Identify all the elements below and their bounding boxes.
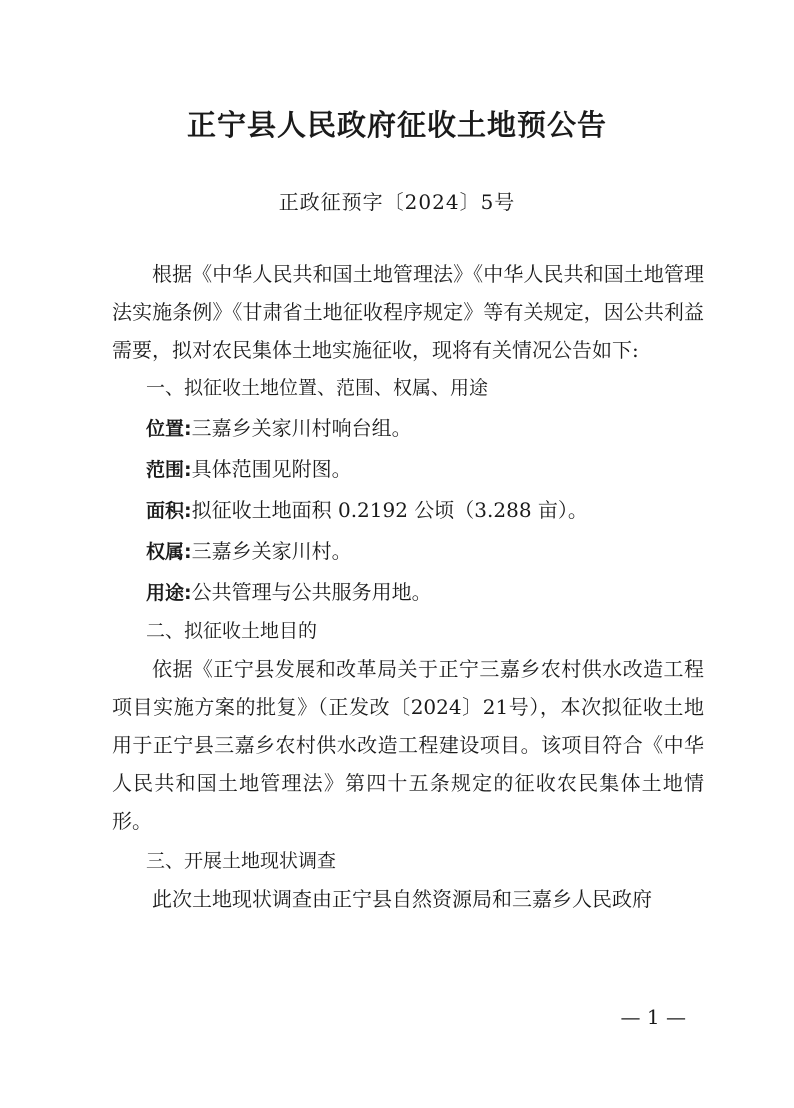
field-value: 三嘉乡关家川村。 [191, 539, 352, 563]
field-value: 三嘉乡关家川村响台组。 [191, 416, 412, 440]
field-label: 位置: [146, 418, 192, 440]
section3-paragraph: 此次土地现状调查由正宁县自然资源局和三嘉乡人民政府 [152, 887, 652, 911]
intro-paragraph: 根据《中华人民共和国土地管理法》《中华人民共和国土地管理法实施条例》《甘肃省土地征收程序规定》等有关规定，因公共利益需要，拟对农民集体土地实施征收，现将有关情况公告如下: [112, 262, 704, 362]
field-label: 面积: [146, 500, 192, 522]
field-value: 具体范围见附图。 [191, 457, 352, 481]
field-value: 拟征收土地面积 0.2192 公顷（3.288 亩）。 [191, 498, 588, 522]
section2-paragraph: 依据《正宁县发展和改革局关于正宁三嘉乡农村供水改造工程项目实施方案的批复》（正发改〔2024〕21号），本次拟征收土地用于正宁县三嘉乡农村供水改造工程建设项目。该项目符合《中华人民共和国土地管理法》第四十五条规定的征收农民集体土地情形。 [112, 657, 704, 833]
page-number: — 1 — [620, 1005, 686, 1029]
section1-heading: 一、拟征收土地位置、范围、权属、用途 [146, 377, 489, 399]
document-number: 正政征预字〔2024〕5号 [278, 190, 516, 214]
field-label: 权属: [146, 541, 192, 563]
field-label: 范围: [146, 459, 192, 481]
field-scope [112, 450, 704, 489]
field-label: 用途: [146, 582, 192, 604]
document-title: 正宁县人民政府征收土地预公告 [186, 108, 607, 142]
section3-heading: 三、开展土地现状调查 [146, 850, 337, 872]
field-value: 公共管理与公共服务用地。 [191, 580, 432, 604]
field-usage [112, 573, 704, 612]
field-area [112, 491, 704, 530]
field-ownership [112, 532, 704, 571]
document-body [112, 255, 704, 918]
field-location [112, 409, 704, 448]
section2-heading: 二、拟征收土地目的 [146, 620, 318, 642]
